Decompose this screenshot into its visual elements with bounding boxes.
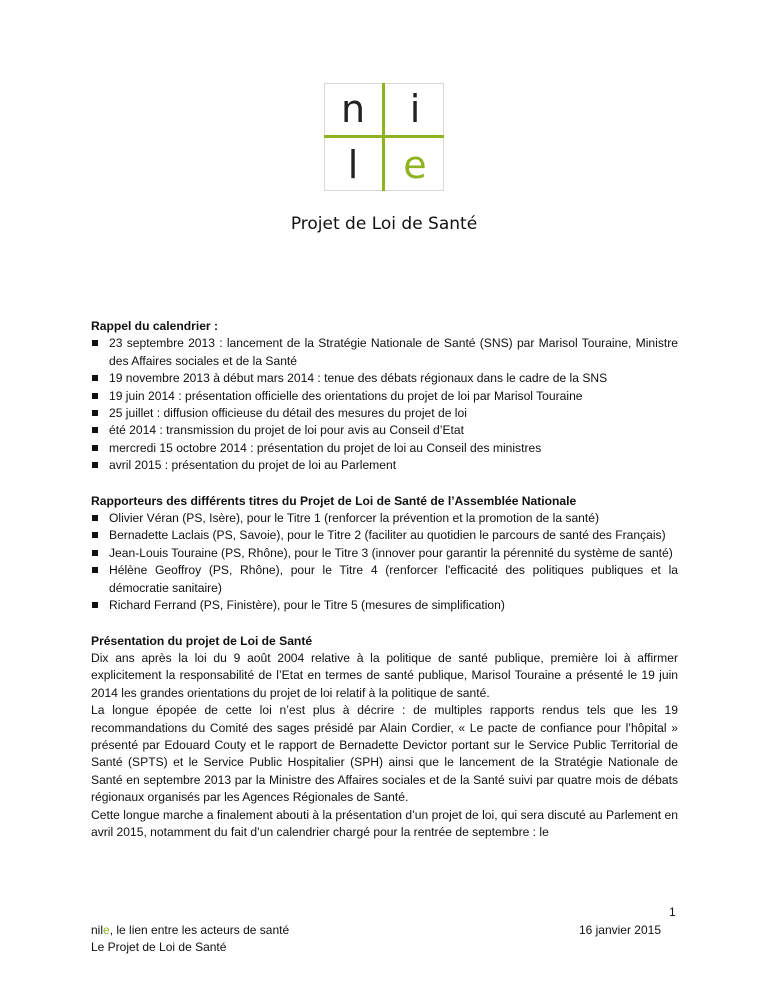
footer-date: 16 janvier 2015: [578, 923, 661, 937]
paragraph: Dix ans après la loi du 9 août 2004 relative à la politique de santé publique, première loi à affirmer explicitement la responsabilité de l’Etat en termes de santé publique, Marisol Touraine a présenté le 19 juin 2014 les grandes orientations du projet de loi relatif à la politique de santé.: [91, 650, 678, 700]
list-item: Jean-Louis Touraine (PS, Rhône), pour le Titre 3 (innover pour garantir la pérennité du système de santé): [91, 545, 678, 562]
list-item: 25 juillet : diffusion officieuse du détail des mesures du projet de loi: [91, 405, 678, 422]
list-item: Hélène Geoffroy (PS, Rhône), pour le Titre 4 (renforcer l'efficacité des politiques publiques et la démocratie sanitaire): [91, 562, 678, 597]
rapporteurs-list: [91, 510, 678, 614]
footer-doc-title: Le Projet de Loi de Santé: [91, 940, 227, 954]
footer-brand-prefix: nil: [91, 923, 104, 937]
logo-horizontal-bar: [324, 135, 444, 138]
list-item: 23 septembre 2013 : lancement de la Stratégie Nationale de Santé (SNS) par Marisol Touraine, Ministre des Affaires sociales et de la Santé: [91, 335, 678, 370]
rapporteurs-heading: Rapporteurs des différents titres du Projet de Loi de Santé de l’Assemblée Nationale: [91, 493, 577, 508]
logo-letter-n: n: [340, 87, 366, 131]
footer-tagline: [91, 922, 661, 939]
list-item: 19 novembre 2013 à début mars 2014 : tenue des débats régionaux dans le cadre de la SNS: [91, 370, 678, 387]
document-title: Projet de Loi de Santé: [290, 214, 478, 234]
calendar-heading: Rappel du calendrier :: [91, 319, 219, 333]
list-item: Olivier Véran (PS, Isère), pour le Titre 1 (renforcer la prévention et la promotion de la santé): [91, 510, 678, 527]
presentation-heading: Présentation du projet de Loi de Santé: [91, 633, 313, 648]
list-item: Bernadette Laclais (PS, Savoie), pour le Titre 2 (faciliter au quotidien le parcours de santé des Français): [91, 527, 678, 544]
calendar-list: [91, 335, 678, 474]
footer: [91, 922, 661, 956]
list-item: mercredi 15 octobre 2014 : présentation du projet de loi au Conseil des ministres: [91, 440, 678, 457]
list-item: Richard Ferrand (PS, Finistère), pour le Titre 5 (mesures de simplification): [91, 597, 678, 614]
page-number: 1: [669, 905, 676, 919]
list-item: avril 2015 : présentation du projet de loi au Parlement: [91, 457, 678, 474]
list-item: été 2014 : transmission du projet de loi pour avis au Conseil d’Etat: [91, 422, 678, 439]
logo-letter-i: i: [409, 87, 421, 131]
document-body: [91, 318, 678, 841]
logo-letter-e: e: [403, 143, 427, 187]
nile-logo: [324, 83, 444, 191]
paragraph: La longue épopée de cette loi n’est plus à décrire : de multiples rapports rendus tels que les 19 recommandations du Comité des sages présidé par Alain Cordier, « Le pacte de confiance pour l’hôpital » présenté par Edouard Couty et le rapport de Bernadette Devictor portant sur le Service Public Territorial de Santé (SPTS) et le Service Public Hospitalier (SPH) ainsi que le lancement de la Stratégie Nationale de Santé en septembre 2013 par la Ministre des Affaires sociales et de la Santé suivi par quatre mois de débats régionaux organisés par les Agences Régionales de Santé.: [91, 703, 678, 805]
logo-letter-l: l: [347, 143, 359, 187]
footer-brand-suffix: e: [103, 923, 110, 937]
list-item: 19 juin 2014 : présentation officielle des orientations du projet de loi par Marisol Touraine: [91, 388, 678, 405]
footer-tagline-text: , le lien entre les acteurs de santé: [109, 923, 290, 937]
paragraph: Cette longue marche a finalement abouti à la présentation d’un projet de loi, qui sera discuté au Parlement en avril 2015, notamment du fait d’un calendrier chargé pour la rentrée de septembre : le: [91, 807, 678, 839]
